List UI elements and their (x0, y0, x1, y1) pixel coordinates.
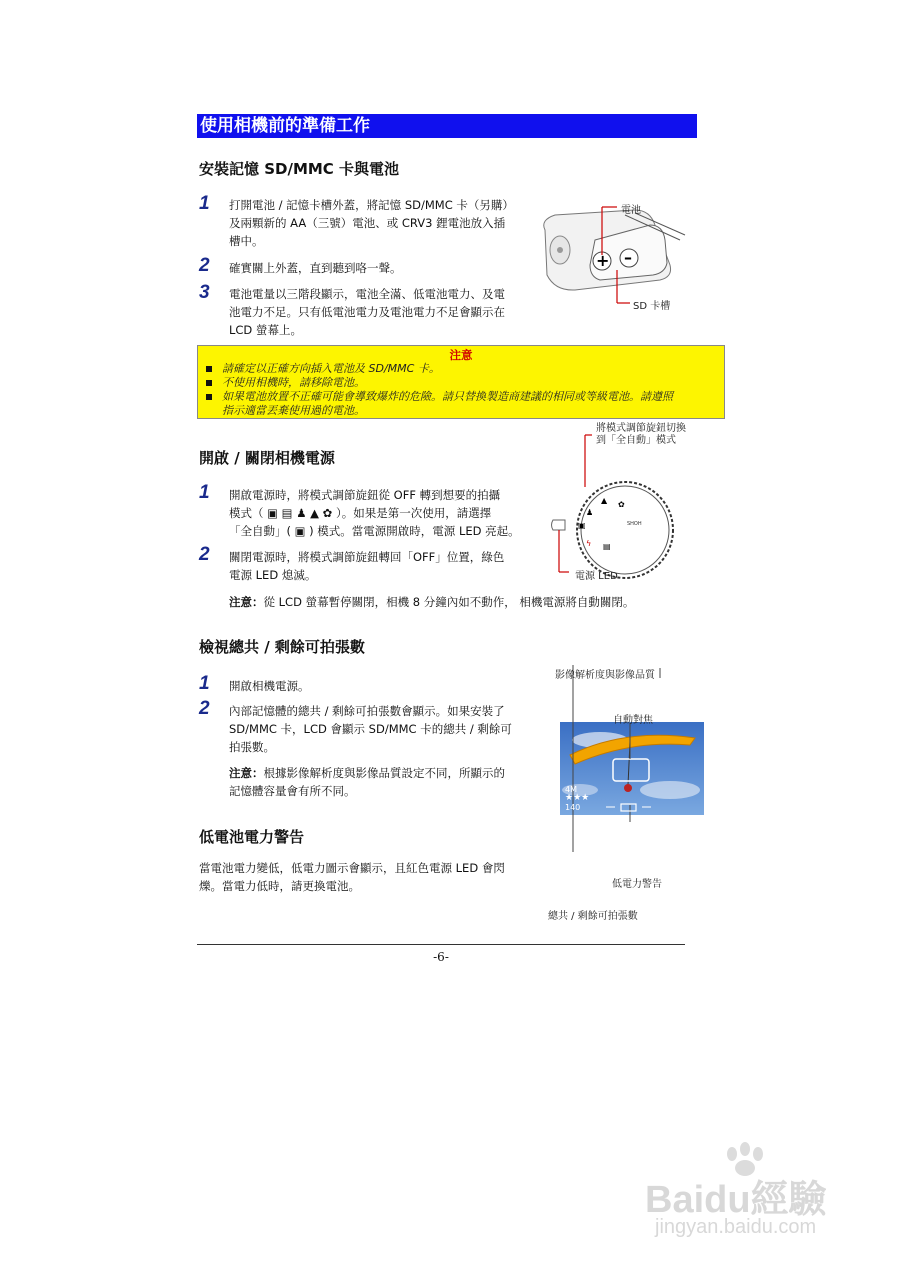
section-heading-shots: 檢視總共 / 剩餘可拍張數 (199, 638, 365, 656)
flash-icon: ϟ (586, 539, 592, 548)
low-battery-text: 當電池電力變低，低電力圖示會顯示，且紅色電源 LED 會閃 爍。當電力低時，請更換電池。 (199, 861, 505, 893)
power-note: 注意：從 LCD 螢幕暫停關閉，相機 8 分鐘內如不動作， 相機電源將自動關閉。 (229, 595, 635, 609)
dial-mark-text: SHOH (627, 521, 642, 527)
lcd-resolution: 4M (565, 785, 577, 794)
lcd-count: 140 (565, 803, 581, 812)
low-battery-label: 低電力警告 (612, 879, 662, 890)
step-number: 3 (199, 282, 210, 303)
step-text: 開啟電源時，將模式調節旋鈕從 OFF 轉到想要的拍攝 模式（ ▣ ▤ ♟ ▲ ✿ ）。如果是第一次使用，請選擇 「全自動」( ▣ ) 模式。當電源開啟時，電源 LED 亮起。 (229, 488, 520, 538)
person-icon: ♟ (586, 508, 594, 517)
page-title: 使用相機前的準備工作 (197, 114, 697, 138)
power-led-label: 電源 LED (575, 571, 618, 582)
page-number: -6- (433, 950, 449, 964)
step-number: 1 (199, 673, 210, 694)
notice-item-continued: 指示適當丟棄使用過的電池。 (222, 404, 365, 417)
notice-item: 請確定以正確方向插入電池及 SD/MMC 卡。 (206, 362, 440, 376)
step-text: 關閉電源時，將模式調節旋鈕轉回「OFF」位置，綠色 電源 LED 熄滅。 (229, 550, 505, 582)
section-heading-install: 安裝記憶 SD/MMC 卡與電池 (199, 160, 400, 178)
step-text: 開啟相機電源。 (229, 679, 310, 693)
step-number: 2 (199, 544, 210, 565)
paw-icon (720, 1142, 770, 1178)
lcd-quality: ★★★ (565, 793, 590, 803)
lcd-preview-illustration (540, 660, 720, 860)
lcd-status (565, 785, 589, 812)
baidu-watermark-url: jingyan.baidu.com (655, 1216, 817, 1238)
notice-item: 不使用相機時，請移除電池。 (206, 376, 365, 390)
battery-label: 電池 (621, 205, 641, 216)
mode-dial-label: 將模式調節旋鈕切換 到「全自動」模式 (596, 423, 686, 446)
resolution-label: 影像解析度與影像品質 (555, 670, 655, 681)
mountain-icon: ▲ (601, 496, 608, 505)
minus-icon: – (624, 248, 632, 267)
step-number: 2 (199, 255, 210, 276)
step-text: 電池電量以三階段顯示，電池全滿、低電池電力、及電 池電力不足。只有低電池電力及電池電力不足會顯示在 LCD 螢幕上。 (229, 287, 505, 337)
camera-icon: ▣ (578, 521, 586, 530)
step-text: 打開電池 / 記憶卡槽外蓋，將記憶 SD/MMC 卡（另購） 及兩顆新的 AA（三號）電池、或 CRV3 鋰電池放入插 槽中。 (229, 198, 514, 248)
film-icon: ▤ (603, 542, 611, 551)
step-text: 內部記憶體的總共 / 剩餘可拍張數會顯示。如果安裝了 SD/MMC 卡，LCD 會顯示 SD/MMC 卡的總共 / 剩餘可 拍張數。 (229, 704, 512, 754)
step-number: 2 (199, 698, 210, 719)
step-text: 確實關上外蓋，直到聽到咯一聲。 (229, 261, 402, 275)
footer-rule (197, 944, 685, 945)
plus-icon: + (596, 251, 610, 270)
battery-compartment-illustration (535, 195, 695, 310)
notice-title: 注意 (449, 348, 473, 362)
section-heading-low-battery: 低電池電力警告 (199, 828, 305, 846)
autofocus-label: 自動對焦 (613, 715, 653, 726)
step-number: 1 (199, 482, 210, 503)
notice-item: 如果電池放置不正確可能會導致爆炸的危險。請只替換製造商建議的相同或等級電池。請遵照 (206, 390, 673, 404)
sd-slot-label: SD 卡槽 (633, 301, 671, 312)
notice-box (197, 345, 725, 419)
mode-dial-illustration (545, 425, 695, 585)
shots-label: 總共 / 剩餘可拍張數 (548, 911, 638, 922)
shots-note: 注意：根據影像解析度與影像品質設定不同，所顯示的 記憶體容量會有所不同。 (229, 766, 505, 798)
macro-icon: ✿ (618, 500, 625, 509)
step-number: 1 (199, 193, 210, 214)
baidu-watermark-logo: Baidu經驗 (645, 1179, 827, 1221)
section-heading-power: 開啟 / 關閉相機電源 (199, 449, 335, 467)
